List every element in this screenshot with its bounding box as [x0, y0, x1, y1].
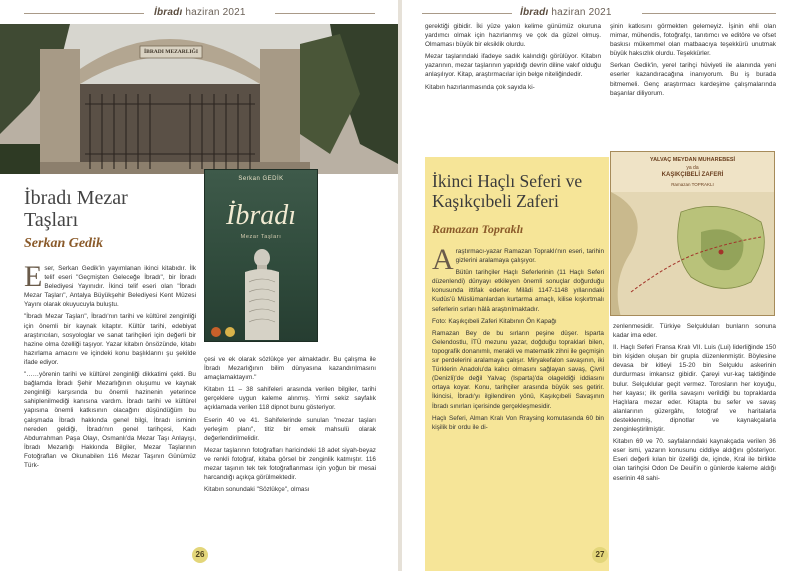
book-cover-ibradi	[204, 169, 318, 342]
paragraph: Foto: Kaşıkçıbeli Zaferi Kitabının Ön Kapağı	[432, 317, 557, 325]
paragraph: II. Haçlı Seferi Fransa Kralı VII. Luis (Lui) liderliğinde 150 bin kişiden oluşan bir grupla düzenlenmiştir. Böylesine devasa bir kitleyi 15-20 bin Selçuklu askerinin durdurması imkansız gibidir. Çareyi vur-kaç taktiğinde bulur. Selçuklular geçit vermez. Torosların her koyuğu, her kayası; ilk gerilla savaşını verildiği bu topraklarda Haçlılara mezar eder. Kitapta bu sefer ve savaş alanlarının güzergâhı, fotoğraf ve haritalarla desteklenmiş, dipnotlar ve kaynakçalarla zenginleştirilmiştir.	[613, 344, 776, 434]
cemetery-gate-photo	[0, 24, 398, 174]
paragraph: Haçlı Seferi, Alman Kralı Von Rraysing komutasında 60 bin kişilik bir ordu ile di-	[432, 414, 604, 431]
header-rule-right	[275, 13, 375, 14]
article-author: Serkan Gedik	[24, 236, 103, 251]
municipality-logo-icon	[225, 327, 235, 337]
paragraph: Eserin 40 ve 41. Sahifelerinde sunulan "mezar taşları yerleşim planı", titiz bir emek mahsulü olarak değerlendirilmelidir.	[204, 416, 376, 442]
book2-line1: YALVAÇ MEYDAN MUHAREBESİ	[649, 157, 736, 163]
paragraph: Ramazan Bey de bu sırların peşine düşer. Isparta Gelendostlu, İTÜ mezunu yazar, doğduğu topraklari bilen, topografik donanımlı, merakli ve matematik zihni ile geçmişin sır perdelerini aralamaya çalışır. Miryakefalon savaşının, iki Türklerin Anadolu'da kalıcı olmasını sağlayan savaş, Çivril (Denizli)'de değil Yalvaç (Isparta)'da olageldiği iddiasını ortaya koyar. Konu, tarihçiler arasında büyük ses getirir. İkincisi, İbradı'yı ilgilendiren yönü, Kaşıkçıbeli Savaşının İbradı sınırları içerisinde gerçekleşmesidir.	[432, 329, 604, 410]
paragraph: Serkan Gedik'in, yerel tarihçi hüviyeti ile alanında yeni eserler kazandıracağına inanıyorum. Bu iş burada bitmemeli. Genç araştırmacı kardeşime çalışmalarında başarılar diliyorum.	[610, 62, 776, 97]
paragraph: Kitabın 69 ve 70. sayfalarındaki kaynakçada verilen 36 eser ismi, yazarın konusunu ciddiye aldığını gösteriyor. Eseri değerli kılan bir özelliği de, içinde, Kral ile birlikte olan tarihçisi Odon De Deuil'in o günlerde kaleme aldığı eserinin 48 sahi-	[613, 438, 776, 482]
book-cover-author: Serkan GEDİK	[238, 176, 284, 182]
paragraph: Bütün tarihçiler Haçlı Seferlerinin (11 Haçlı Seferi düzenlendi) dünyayı etkileyen önemli sonuçlar doğurduğu konusunda ittifak ederler. Milâdi 1147-1148 yıllarındaki Kudüs'ü Müslümanlardan kurtarma amaçlı, kilise kışkırtmalı seferlerin sırları hâlâ araştırılmaktadır.	[432, 269, 604, 313]
gate-sign: İBRADI MEZARLIĞI	[144, 49, 198, 55]
paragraph: "İbradı Mezar Taşları", İbradı'nın tarihi ve kültürel zenginliği için önemli bir kaynak kitaptır. Kültür tarihi, edebiyat araştırıcıları, sosyologlar ve sanat tarihçileri için değerli bir hazine olma özelliği taşıyor. Yazar kitabın önsözünde, kitabı hazırlama amacını ve içindeki konu başlıklarını şu şekilde ifade ediyor.	[24, 313, 196, 366]
paragraph: şinin katkısını görmekten gelemeyiz. İşinin ehli olan mimar, mühendis, fotoğrafçı, tanıtımcı ve editöre ve ofset baskısı mükemmel olan matbaacıya teşekkürü unutmak büyük haksızlık olurdu. Teşekkürler.	[610, 23, 776, 58]
paragraph: zenlenmesidir. Türkiye Selçukluları bunların sonuna kadar ima eder.	[613, 323, 776, 340]
article-title-line1: İbradı Mezar	[24, 187, 128, 209]
paragraph: Kitabın 11 – 38 sahifeleri arasında verilen bilgiler, tarihi gerçeklere uygun kaleme alınmış. Yirmi sekiz sayfalık açıklamada verilen 118 dipnot bunu gösteriyor.	[204, 386, 376, 412]
header-issue: haziran 2021	[185, 7, 246, 18]
article-title-line1: İkinci Haçlı Seferi ve	[432, 171, 583, 191]
left-column-1	[24, 264, 196, 532]
dropcap: E	[24, 264, 43, 293]
book2-author: Ramazan TOPRAKLI	[671, 182, 714, 187]
book-cover-kasikcibeli	[610, 151, 775, 316]
paragraph: raştırmacı-yazar Ramazan Topraklı'nın eseri, tarihin gizlerini aralamaya çalışıyor.	[455, 248, 604, 265]
running-header	[520, 7, 612, 18]
book2-line3: KAŞIKÇIBELİ ZAFERİ	[661, 172, 724, 178]
header-brand: İbradı	[520, 7, 549, 18]
header-rule-left	[24, 13, 144, 14]
paragraph: Mezar taşlarındaki ifadeye sadık kalındığı görülüyor. Kitabın yazarının, mezar taşlarının yapıldığı devrin diline vakıf olduğu anlaşılıyor. Kitap, araştırmacılar için belge niteliğindedir.	[425, 53, 601, 79]
book-cover-title: İbradı	[226, 200, 296, 231]
dropcap: A	[432, 247, 454, 276]
right-top-column-1	[425, 22, 601, 154]
right-column-2	[613, 322, 776, 554]
book2-line2: ya da	[686, 165, 699, 171]
paragraph: Kitabın hazırlanmasında çok sayıda ki-	[425, 83, 535, 91]
article-title-line2: Taşları	[24, 209, 79, 231]
paragraph: "……yörenin tarihi ve kültürel zenginliği dikkatimi çekti. Bu bağlamda İbradı Şehir Mezarlığının oluşumu ve kaynak zenginliği karşısında bu önemli hazinenin yeterince sahiplenilmediği kanısına vardım. İbradı tarihi ve kültürel yapısına önemli katkısının olacağını düşündüğüm bu çalışmada İbradı hakkında genel bilgi, İbradı isminin nereden geldiği, İbradı'nın genel tarihçesi, Kadı Abdurrahman Paşa Olayı, Osmanlı'da Mezar Taşı Anlayışı, İbradı Mezarlığı Hakkında Bilgiler, Mezar Taşlarının Fotoğrafları ve Okunabilen 116 Mezar Taşının Günümüz Türk-	[24, 371, 196, 469]
paragraph: Kitabın sonundaki "Sözlükçe", olması	[204, 486, 310, 494]
running-header	[154, 7, 246, 18]
headstone-illustration	[235, 248, 289, 340]
header-issue: haziran 2021	[551, 7, 612, 18]
left-page	[0, 0, 398, 571]
campaign-map-illustration	[611, 192, 775, 316]
right-column-1	[432, 247, 604, 565]
article-author: Ramazan Topraklı	[432, 222, 524, 236]
paragraph: çesi ve ek olarak sözlükçe yer almaktadır. Bu çalışma ile İbradı Mezarlığının bilim dünyasına kazandırılmasını amaçlamaktayım."	[204, 356, 376, 382]
book-cover-subtitle: Mezar Taşları	[240, 234, 282, 240]
header-brand: İbradı	[154, 7, 183, 18]
header-rule-left	[422, 13, 512, 14]
paragraph: gerektiği gibidir. İki yüze yakın kelime günümüz okuruna yardımcı olmak için hazırlanmış ve çok da güzel olmuş. Olmaması büyük bir eksiklik olurdu.	[425, 23, 601, 49]
publisher-logo-icon	[211, 327, 221, 337]
right-page	[402, 0, 800, 571]
page-number: 27	[592, 547, 608, 563]
header-rule-right	[642, 13, 776, 14]
paragraph: Mezar taşlarının fotoğrafları haricindeki 18 adet siyah-beyaz ve renkli fotoğraf, kitaba görsel bir zenginlik katmıştır. 116 mezar taşının tek tek fotoğraflanması için yoğun bir mesai harcandığı açıkça görülmektedir.	[204, 446, 376, 482]
right-top-column-2	[610, 22, 776, 150]
paragraph: ser, Serkan Gedik'in yayımlanan ikinci kitabıdır. İlk telif eseri "Geçmişten Geleceğe İbradı", bir İbradı Belediyesi Yayınıdır. İkinci telif eseri olan "İbradı Mezar Taşları", Antalya Büyükşehir Belediyesi Kent Müzesi Yayını olarak okuyucuyla buluştu.	[24, 265, 196, 309]
page-number: 26	[192, 547, 208, 563]
left-column-2	[204, 355, 376, 533]
article-title-line2: Kaşıkçıbeli Zaferi	[432, 191, 559, 211]
